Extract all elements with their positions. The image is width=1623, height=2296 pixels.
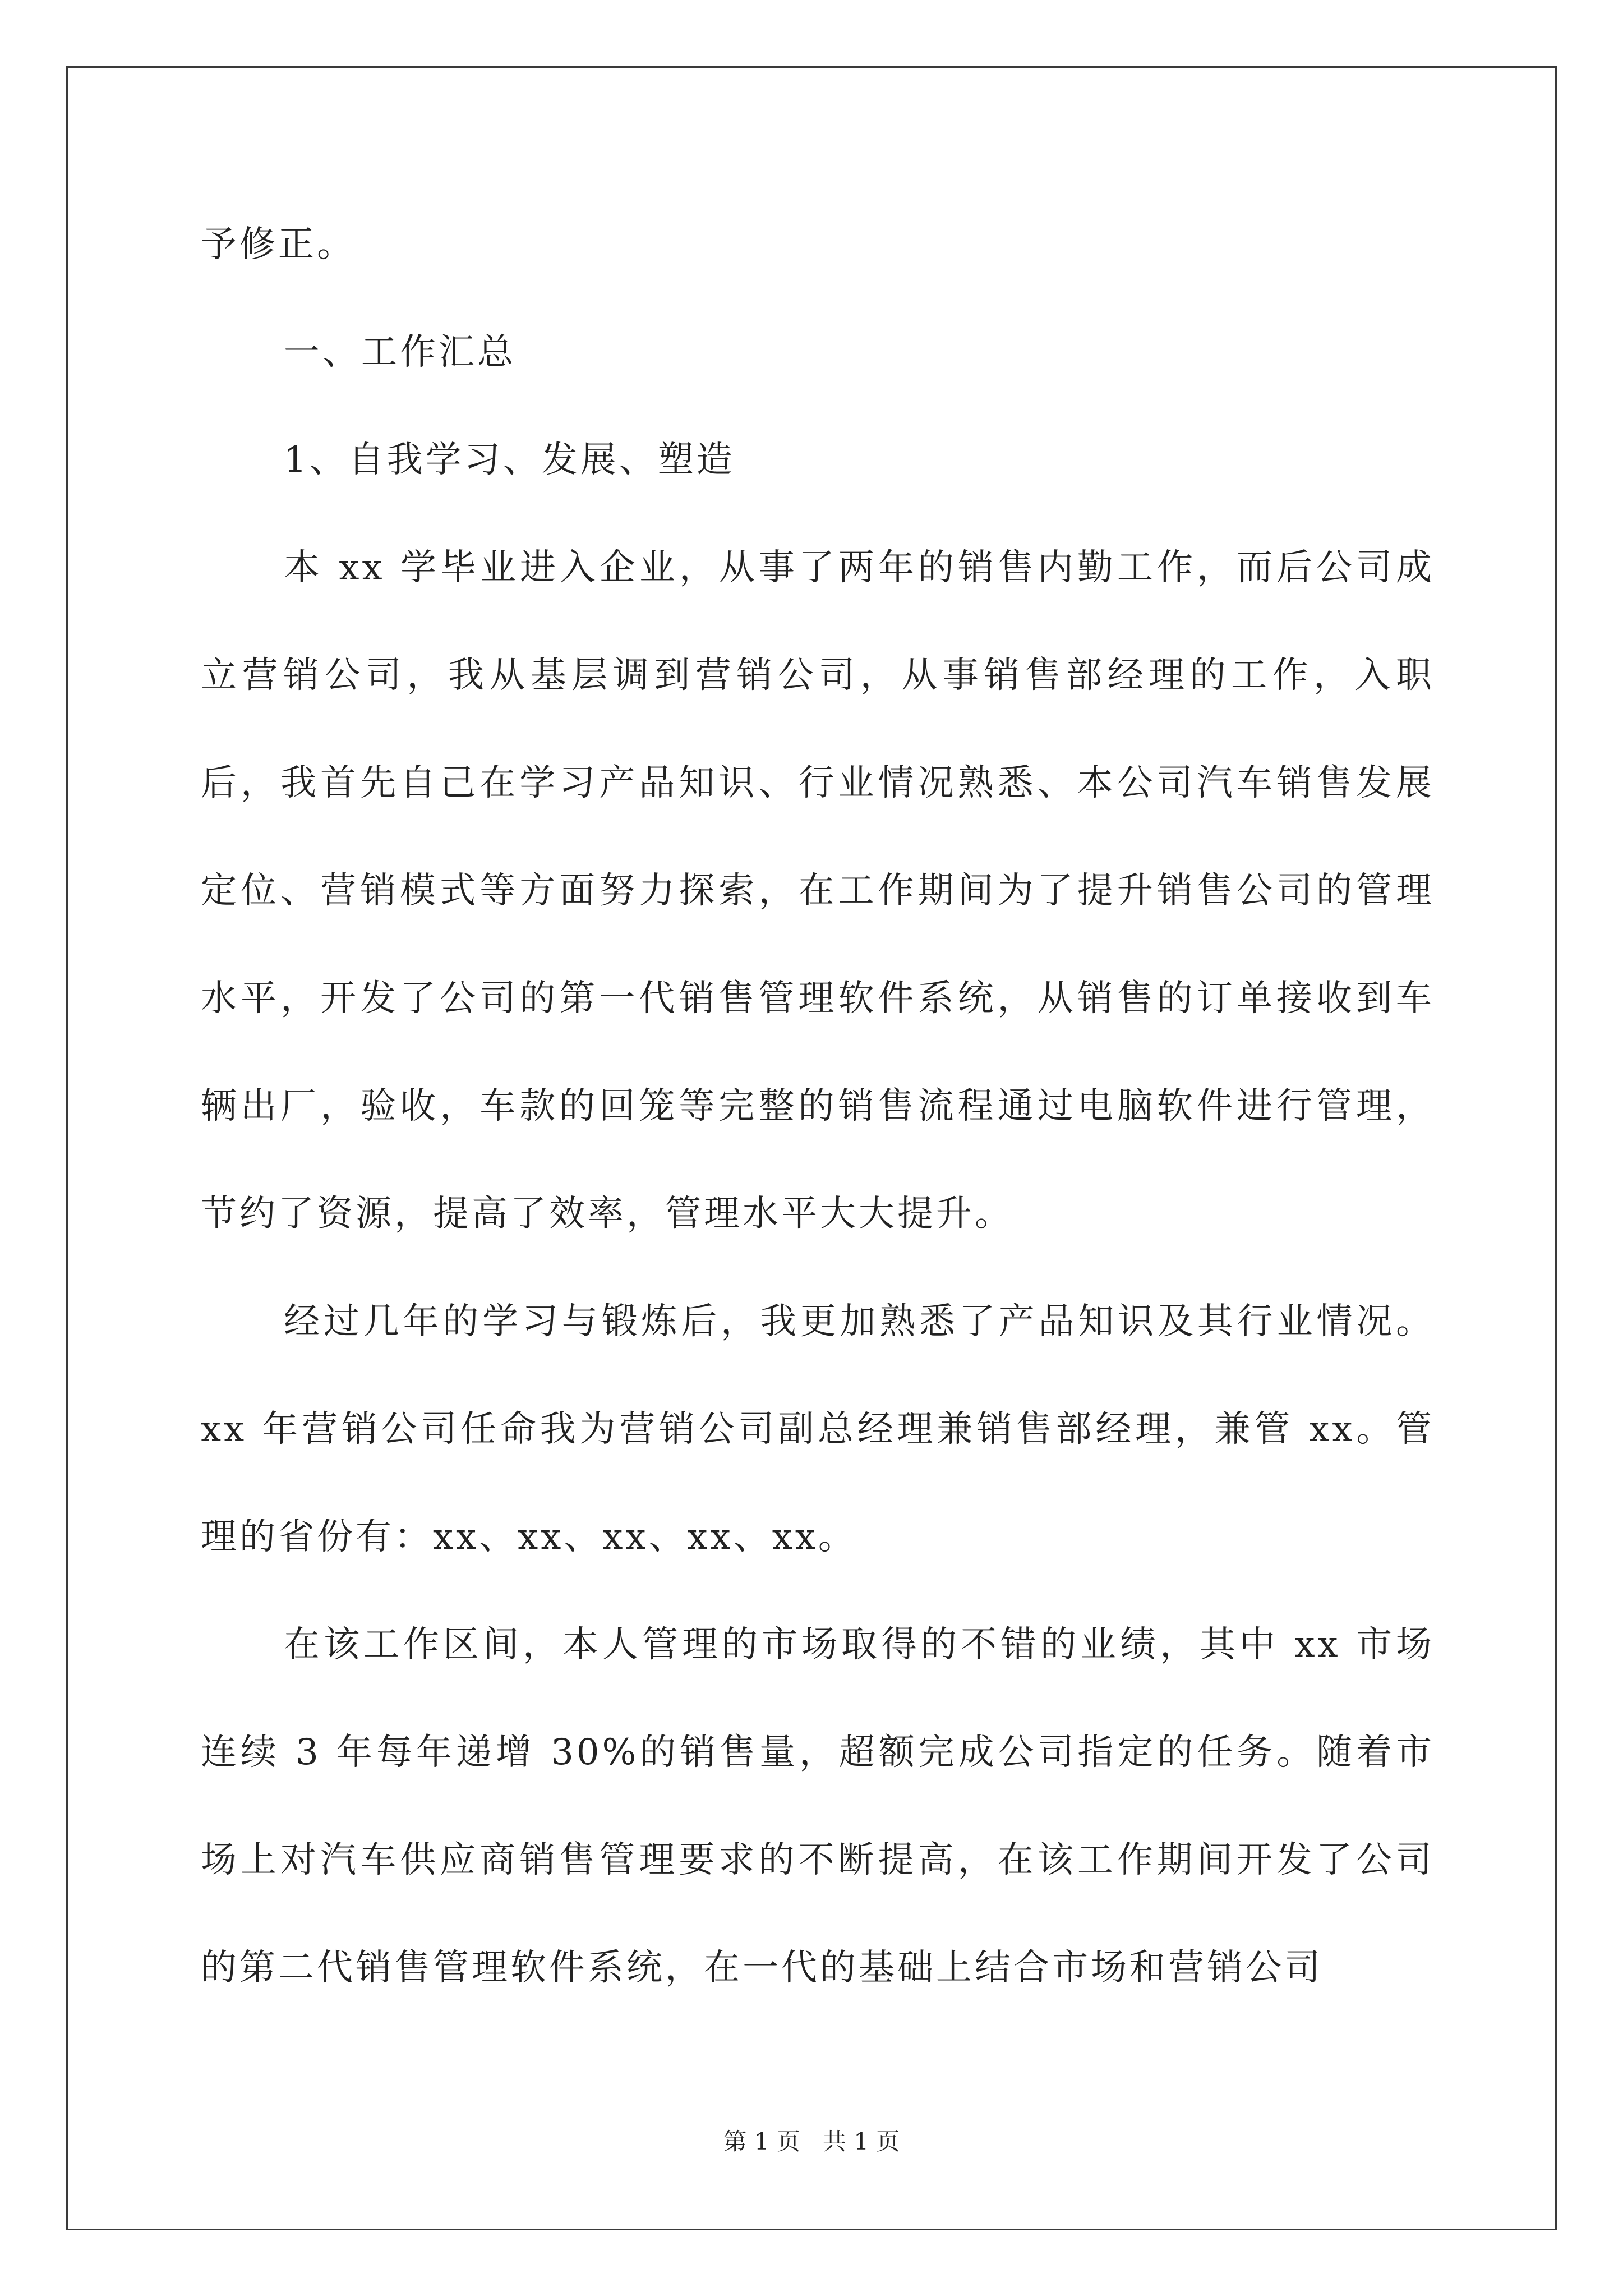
document-body [201,191,1435,2022]
page-number-current: 第 1 页 [723,2128,800,2155]
subsection-heading: 1、自我学习、发展、塑造 [284,439,735,481]
paragraph: 在该工作区间，本人管理的市场取得的不错的业绩，其中 xx 市场连续 3 年每年递增 30%的销售量，超额完成公司指定的任务。随着市场上对汽车供应商销售管理要求的不断提高，在该工作期间开发了公司的第二代销售管理软件系统，在一代的基础上结合市场和营销公司 [201,1624,1435,1989]
section-heading: 一、工作汇总 [284,332,516,373]
paragraph: 本 xx 学毕业进入企业，从事了两年的销售内勤工作，而后公司成立营销公司，我从基层调到营销公司，从事销售部经理的工作，入职后，我首先自己在学习产品知识、行业情况熟悉、本公司汽车销售发展定位、营销模式等方面努力探索，在工作期间为了提升销售公司的管理水平，开发了公司的第一代销售管理软件系统，从销售的订单接收到车辆出厂，验收，车款的回笼等完整的销售流程通过电脑软件进行管理，节约了资源，提高了效率，管理水平大大提升。 [201,547,1435,1235]
paragraph-continuation: 予修正。 [201,224,356,265]
page-number-total: 共 1 页 [823,2128,900,2155]
paragraph: 经过几年的学习与锻炼后，我更加熟悉了产品知识及其行业情况。xx 年营销公司任命我为营销公司副总经理兼销售部经理，兼管 xx。管理的省份有：xx、xx、xx、xx、xx。 [201,1301,1435,1558]
page-footer [0,2125,1623,2159]
